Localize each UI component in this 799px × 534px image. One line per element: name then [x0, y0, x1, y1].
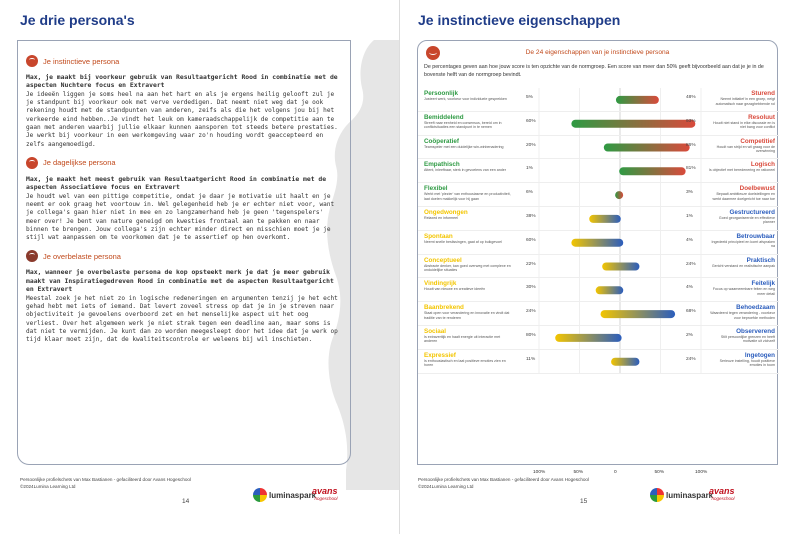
- trait-right: [707, 185, 775, 201]
- trait-row: [418, 88, 779, 112]
- trait-right: [707, 90, 775, 106]
- trait-right-name: Praktisch: [746, 256, 775, 264]
- trait-right-name: Observerend: [736, 327, 775, 335]
- trait-left-name: Conceptueel: [424, 256, 462, 264]
- trait-left-pct: 38%: [526, 213, 536, 219]
- trait-right-desc: Waardeerd tegen verandering - voorkeur voor beproefde methoden: [710, 311, 775, 320]
- trait-right-desc: Neemt initiatief in een groep, neigt automatisch naar gezaghebbende rol: [715, 97, 775, 106]
- persona-summary: Max, je maakt het meest gebruik van Resultaatgericht Rood in combinatie met de aspecten Associatieve focus en Extravert: [26, 174, 327, 192]
- lumina-logo: [650, 486, 713, 504]
- axis-tick-label: 100%: [533, 470, 546, 475]
- footer-copyright: ©2024Lumina Learning Ltd: [20, 484, 76, 489]
- persona-instinctive: [26, 55, 340, 149]
- trait-right-name: Competitief: [740, 137, 775, 145]
- trait-right-desc: Gericht verstand en realistische aanpak: [711, 263, 775, 268]
- trait-left: [424, 233, 514, 245]
- axis-tick-label: 50%: [654, 470, 665, 475]
- trait-left-pct: 60%: [526, 237, 536, 243]
- trait-left-name: Baanbrekend: [424, 304, 464, 312]
- trait-right-name: Feitelijk: [751, 280, 775, 288]
- traits-list: [418, 88, 779, 374]
- trait-right-pct: 24%: [686, 356, 696, 362]
- trait-right-pct: 81%: [686, 166, 696, 172]
- chart-intro: De percentages geven aan hoe jouw score is ten opzichte van de normgroep. Een score van meer dan 50% geeft bijvoorbeeld aan dat je je in de bovenste helft van de normgroep bevindt.: [424, 64, 764, 78]
- lumina-logo-text: luminaspark: [269, 490, 317, 500]
- trait-right-desc: Focus op waarneembare feiten en weg meer detail: [712, 287, 775, 296]
- footer-line: Persoonlijke profielschets van Max Bastianen - gefaciliteerd door Avans Hogeschool: [20, 477, 192, 482]
- lumina-logo: [253, 486, 316, 504]
- trait-left: [424, 114, 514, 130]
- traits-panel: [417, 40, 778, 475]
- page-number: 15: [580, 498, 588, 505]
- lumina-ball-icon: [650, 488, 664, 502]
- trait-left-desc: Is enthousiastisch en laat positieve emoties zien en horen: [424, 358, 506, 368]
- trait-left: [424, 209, 514, 221]
- trait-left: [424, 257, 514, 273]
- trait-right-name: Resoluut: [748, 113, 775, 121]
- trait-right: [707, 328, 775, 344]
- page-title: Je drie persona's: [20, 12, 135, 28]
- trait-left-pct: 24%: [526, 309, 536, 315]
- trait-left-pct: 30%: [526, 285, 536, 291]
- persona-summary: Max, je maakt bij voorkeur gebruik van Resultaatgericht Rood in combinatie met de aspecten Nuchtere focus en Extravert: [26, 73, 338, 90]
- trait-left-name: Empathisch: [424, 161, 460, 169]
- trait-left-desc: Abstracte denker, kan goed overweg met complexe en onduidelijke situaties: [424, 263, 511, 273]
- avans-logo-sub: hogeschool: [711, 496, 735, 501]
- trait-right-name: Ingetogen: [744, 351, 775, 359]
- trait-left-pct: 60%: [526, 118, 536, 124]
- persona-header: [26, 250, 340, 262]
- trait-row: [418, 326, 779, 350]
- trait-right-pct: 2%: [686, 332, 693, 338]
- trait-left-name: Coöperatief: [424, 137, 459, 145]
- persona-label: Je overbelaste persona: [43, 251, 121, 261]
- trait-row: [418, 231, 779, 255]
- trait-left-desc: Justeert werk, voorkeur voor individuele gesprekken: [424, 97, 507, 101]
- trait-right-pct: 68%: [686, 309, 696, 315]
- trait-row: [418, 302, 779, 326]
- trait-right-desc: Houdt niet stand in elke discussie en is niet bang voor conflict: [713, 120, 775, 130]
- frown-face-icon: [26, 250, 38, 262]
- footer-text: [20, 476, 191, 490]
- trait-left: [424, 161, 514, 173]
- trait-right-pct: 48%: [686, 95, 696, 100]
- trait-right-pct: 93%: [686, 118, 696, 124]
- trait-left-name: Bemiddelend: [424, 113, 464, 121]
- trait-left-desc: Werkt met 'plezier' van enthousiasme en productiviteit, laat doelen makkelijk voor hij gaan: [424, 192, 511, 201]
- trait-left-name: Spontaan: [424, 232, 453, 240]
- trait-left-pct: 22%: [526, 261, 536, 267]
- avans-logo: [312, 486, 338, 501]
- trait-right-desc: Is objectief met beredenering en rationeel: [708, 168, 775, 173]
- trait-row: [418, 159, 779, 183]
- trait-left-name: Flexibel: [424, 185, 448, 193]
- trait-right: [707, 209, 775, 225]
- trait-right-name: Doelbewust: [739, 185, 775, 193]
- trait-left-pct: 6%: [526, 190, 533, 196]
- trait-left-name: Expressief: [424, 351, 456, 359]
- trait-left-pct: 20%: [526, 142, 536, 148]
- trait-row: [418, 255, 779, 279]
- trait-left-pct: 11%: [526, 356, 536, 362]
- trait-right: [707, 161, 775, 173]
- trait-row: [418, 350, 779, 374]
- trait-right-desc: Bepaalt ambitieuze doelstellingen en werkt daarmee doelgericht toe naar toe: [712, 192, 775, 201]
- trait-row: [418, 278, 779, 302]
- persona-description: Je ideeën liggen je soms heel na aan het hart en als je ergens heilig gelooft zul je je standpunt bij voorkeur ook met verve verdedigen. Dat neemt niet weg dat je ook rekening houdt met de standpunten van anderen, zeifs als die het volgens jou bij het verkeerde eind hebben..Je vindt het leuk om kameraadschappelijk de competitie aan te gaan met anderen waarbij jullie elkaar kunnen aansporen tot steeds betere prestaties. Je werkt bij voorkeur in een werkomgeving waar zo'n houding wordt geaccepteerd en zelfs aangemoedigd.: [26, 90, 338, 148]
- trait-right-name: Betrouwbaar: [736, 232, 775, 240]
- trait-left-name: Persoonlijk: [424, 90, 458, 97]
- trait-left-desc: Houdt van nieuwe en creatieve ideeën: [424, 287, 486, 292]
- trait-row: [418, 207, 779, 231]
- trait-left: [424, 138, 514, 150]
- trait-right: [707, 138, 775, 154]
- avans-logo: [709, 486, 735, 501]
- persona-label: Je dagelijkse persona: [43, 158, 116, 168]
- persona-header: [26, 55, 340, 67]
- trait-left-name: Sociaal: [424, 327, 447, 335]
- persona-daily: [26, 157, 340, 243]
- persona-panel: [17, 40, 351, 465]
- persona-summary: Max, wanneer je overbelaste persona de kop opsteekt merk je dat je meer gebruik maakt van Inspiratiegedreven Rood in combinatie met de aspecten Resultaatgericht en Extravert: [26, 268, 334, 294]
- trait-right-pct: 1%: [686, 213, 693, 219]
- persona-description: Meestal zoek je het niet zo in logische redeneringen en argumenten tenzij je het echt gehad hebt met iets of iemand. Dat levert zoveel stress op dat je in je streven naar objectiviteit je gevoelens overboord zet en het menselijke aspect uit het oog verliest. Over het algemeen werk je niet strak tegen een deadline aan, maar soms is dat niet te vermijden. Je kunt dan zo worden meegesleept door het idee dat je werk op tijd klaar moet zijn, dat de kwaliteitscontrole er weleens bij wil inschieten.: [26, 294, 338, 344]
- trait-left-desc: Relaxed en informeel: [424, 215, 458, 220]
- axis-tick-label: 50%: [573, 470, 584, 475]
- trait-left-desc: Is extravertiijk en haalt energie uit interactie met anderen: [424, 334, 501, 344]
- persona-description: Je houdt wel van een pittige competitie, omdat je daar je motivatie uit haalt en je neemt er ook graag het voortouw in. Wel gelegenheid heb je er echter niet voor, want je collega's gaan hier niet in mee en zo langzamerhand heb je geen 'tegenspelers' meer over! Je bent van nature geneigd om kwesties frontaal aan te pakken en naar binnen te brengen. Jouw collega's zijn echter minder direct en misschien moet je je stijl wat aanpassen om te voorkomen dat je te assertief op hen overkomt.: [26, 192, 335, 242]
- lumina-ball-icon: [253, 488, 267, 502]
- trait-left: [424, 328, 514, 344]
- avans-logo-sub: hogeschool: [314, 496, 338, 501]
- trait-right: [707, 304, 775, 320]
- trait-left-desc: Streeft naar eenheid en consensus, bereid om in conflictsituaties een standpunt in te nemen: [424, 120, 502, 130]
- trait-left-desc: Attent, inleefbaar, sterk in gevoelens van een ander: [424, 168, 506, 173]
- trait-right: [707, 280, 775, 296]
- footer-line: Persoonlijke profielschets van Max Bastianen - gefaciliteerd door Avans Hogeschool: [418, 477, 590, 482]
- trait-right-desc: Ingedeeld principieel en komt afspraken na: [711, 239, 775, 249]
- trait-right-desc: Serieuze instelling, houdt positieve emoties in toom: [719, 358, 775, 368]
- trait-right-pct: 86%: [686, 142, 696, 148]
- avans-logo-text: avans: [312, 486, 338, 496]
- trait-right: [707, 257, 775, 269]
- trait-left-pct: 80%: [526, 332, 536, 338]
- trait-left-desc: Neemt snelle beslissingen, gaat af op buikgevoel: [424, 239, 502, 244]
- trait-right: [707, 352, 775, 368]
- trait-left-name: Vindingrijk: [424, 280, 457, 288]
- trait-right-name: Gestructureerd: [729, 208, 775, 216]
- trait-right: [707, 233, 775, 249]
- smiley-face-icon: [26, 157, 38, 169]
- trait-right-desc: Stilt persoonlijke grenzen en heeft motivatie uit zichzelf: [720, 334, 775, 344]
- trait-right-name: Sturend: [751, 90, 775, 97]
- trait-right-desc: Houdt van strijd en wil graag voor de overwinning: [716, 144, 775, 154]
- persona-label: Je instinctieve persona: [43, 56, 120, 66]
- trait-right-pct: 4%: [686, 285, 693, 291]
- persona-header: [26, 157, 340, 169]
- trait-left: [424, 304, 514, 320]
- trait-left: [424, 185, 514, 201]
- page-number: 14: [182, 498, 190, 505]
- chart-title: De 24 eigenschappen van je instinctieve persona: [525, 49, 670, 56]
- page-title: Je instinctieve eigenschappen: [418, 12, 621, 28]
- trait-right-desc: Goed georganiseerde en effectieve planner: [718, 215, 775, 225]
- trait-right: [707, 114, 775, 130]
- lumina-logo-text: luminaspark: [666, 490, 714, 500]
- right-page: [400, 0, 799, 534]
- footer-text: [418, 476, 589, 490]
- trait-left: [424, 280, 514, 292]
- trait-left: [424, 352, 514, 368]
- trait-left-pct: 5%: [526, 95, 533, 100]
- axis-tick-label: 100%: [695, 470, 708, 475]
- trait-left: [424, 90, 514, 102]
- trait-right-name: Logisch: [750, 161, 775, 169]
- trait-left-pct: 1%: [526, 166, 533, 172]
- trait-left-name: Ongedwongen: [424, 208, 468, 216]
- left-page: [0, 0, 399, 534]
- avans-logo-text: avans: [709, 486, 735, 496]
- trait-right-name: Behoedzaam: [736, 304, 775, 312]
- trait-right-pct: 4%: [686, 237, 693, 243]
- trait-right-pct: 24%: [686, 261, 696, 267]
- trait-row: [418, 183, 779, 207]
- persona-overloaded: [26, 250, 340, 344]
- trait-left-desc: Teamspeler met een duidelijke win-winbenadering: [424, 144, 504, 149]
- trait-row: [418, 136, 779, 160]
- footer-copyright: ©2024Lumina Learning Ltd: [418, 484, 474, 489]
- smiley-face-icon: [26, 55, 38, 67]
- trait-left-desc: Staat open voor verandering en innovatie en vindt dat traditie van te renderen: [424, 311, 510, 320]
- trait-row: [418, 112, 779, 136]
- axis-tick-label: 0: [614, 470, 617, 475]
- trait-right-pct: 3%: [686, 190, 693, 196]
